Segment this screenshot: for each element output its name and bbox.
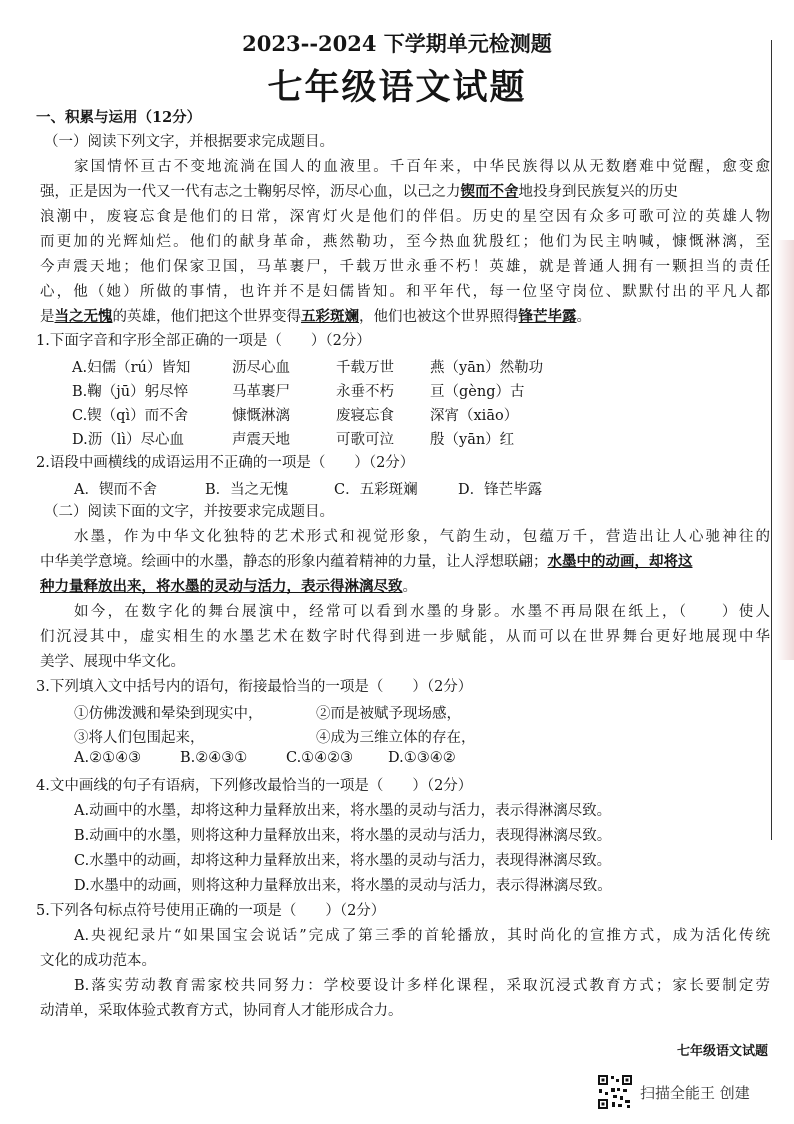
question-5-option-b: B.落实劳动教育需家校共同努力：学校要设计多样化课程，采取沉浸式教育方式；家长要制定劳 bbox=[74, 978, 770, 994]
question-3-option: C.①④②③ bbox=[286, 750, 354, 766]
qr-code-icon bbox=[597, 1074, 633, 1110]
question-4-stem: 4.文中画线的句子有语病，下列修改最恰当的一项是（ ）（2分） bbox=[36, 778, 473, 794]
question-3-option: D.①③④② bbox=[388, 750, 456, 766]
question-5-option-b: 动清单，采取体验式教育方式，协同育人才能形成合力。 bbox=[40, 1003, 403, 1019]
passage1-line: 心，他（她）所做的事情，也许并不是妇儒皆知。和平年代，每一位坚守岗位、默默付出的平凡人都 bbox=[40, 284, 770, 300]
question-3-option: A.②①④③ bbox=[74, 750, 142, 766]
option-cell: A.妇儒（rú）皆知 bbox=[72, 360, 191, 376]
underlined-idiom: 五彩斑斓 bbox=[301, 308, 359, 325]
question-5-option-a: A.央视纪录片“如果国宝会说话”完成了第三季的首轮播放，其时尚化的宣推方式，成为活化传统 bbox=[74, 928, 770, 944]
passage1-line: 而更加的光辉灿烂。他们的献身革命，燕然勒功，至今热血犹殷红；他们为民主呐喊，慷慨淋漓，至 bbox=[40, 234, 770, 250]
part2-instruction: （二）阅读下面的文字，并按要求完成题目。 bbox=[44, 504, 334, 520]
question-3-item: ③将人们包围起来， bbox=[74, 730, 205, 746]
passage2-line bbox=[40, 577, 417, 597]
passage2-line: 水墨，作为中华文化独特的艺术形式和视觉形象，气韵生动，包蕴万千，营造出让人心驰神往的 bbox=[74, 529, 770, 545]
passage1-text: 。 bbox=[576, 309, 591, 325]
page-edge-line bbox=[771, 40, 772, 840]
passage2-text: 。 bbox=[402, 579, 417, 595]
exam-subtitle: 2023--2024 下学期单元检测题 bbox=[242, 31, 552, 56]
underlined-sentence: 种力量释放出来，将水墨的灵动与活力，表示得淋漓尽致 bbox=[40, 578, 403, 595]
question-2-option: C．五彩斑斓 bbox=[334, 482, 418, 498]
option-cell: 可歌可泣 bbox=[336, 432, 394, 448]
option-cell: 废寝忘食 bbox=[336, 408, 394, 424]
option-cell: D.沥（lì）尽心血 bbox=[72, 432, 184, 448]
option-cell: B.鞠（jū）躬尽悴 bbox=[72, 384, 189, 400]
question-1-stem: 1.下面字音和字形全部正确的一项是（ ）（2分） bbox=[36, 333, 371, 349]
passage1-text: ，他们也被这个世界照得 bbox=[359, 309, 519, 325]
section-heading: 一、积累与运用（12分） bbox=[36, 109, 202, 126]
page-footer-label: 七年级语文试题 bbox=[676, 1044, 768, 1059]
passage1-line: 今声震天地；他们保家卫国，马革裹尸，千载万世永垂不朽！英雄，就是普通人拥有一颗担当的责任 bbox=[40, 259, 770, 275]
passage1-text: 地投身到民族复兴的历史 bbox=[518, 184, 678, 200]
question-2-option: D．锋芒毕露 bbox=[458, 482, 543, 498]
passage1-text: 是 bbox=[40, 309, 55, 325]
question-5-option-a: 文化的成功范本。 bbox=[40, 953, 156, 969]
passage1-line: 家国情怀亘古不变地流淌在国人的血液里。千百年来，中华民族得以从无数磨难中觉醒，愈变愈 bbox=[74, 159, 770, 175]
scanner-watermark: 扫描全能王 创建 bbox=[640, 1084, 750, 1102]
passage2-line: 美学、展现中华文化。 bbox=[40, 654, 185, 670]
passage2-line: 们沉浸其中，虚实相生的水墨艺术在数字时代得到进一步赋能，从而可以在世界舞台更好地展现中华 bbox=[40, 629, 770, 645]
underlined-idiom: 当之无愧 bbox=[54, 308, 113, 325]
question-3-stem: 3.下列填入文中括号内的语句，衔接最恰当的一项是（ ）（2分） bbox=[36, 679, 473, 695]
option-cell: 永垂不朽 bbox=[336, 384, 394, 400]
option-cell: 深宵（xiāo） bbox=[430, 408, 519, 424]
question-3-option: B.②④③① bbox=[180, 750, 248, 766]
question-4-option: D.水墨中的动画，则将这种力量释放出来，将水墨的灵动与活力，表示得淋漓尽致。 bbox=[74, 878, 612, 894]
passage2-line: 如今，在数字化的舞台展演中，经常可以看到水墨的身影。水墨不再局限在纸上，（ ）使人 bbox=[74, 604, 770, 620]
passage1-text: 强，正是因为一代又一代有志之士鞠躬尽悴，沥尽心血，以己之力 bbox=[40, 184, 461, 200]
question-2-option: B．当之无愧 bbox=[205, 482, 289, 498]
passage1-line: 浪潮中，废寝忘食是他们的日常，深宵灯火是他们的伴侣。历史的星空因有众多可歌可泣的英雄人物 bbox=[40, 209, 770, 225]
option-cell: 慷慨淋漓 bbox=[232, 408, 290, 424]
exam-title: 七年级语文试题 bbox=[267, 67, 527, 108]
passage1-line bbox=[40, 307, 591, 327]
passage1-line bbox=[40, 182, 770, 202]
question-3-item: ①仿佛泼溅和晕染到现实中， bbox=[74, 706, 263, 722]
option-cell: 声震天地 bbox=[232, 432, 290, 448]
question-3-item: ④成为三维立体的存在， bbox=[316, 730, 476, 746]
part1-instruction: （一）阅读下列文字，并根据要求完成题目。 bbox=[44, 134, 334, 150]
option-cell: C.锲（qì）而不舍 bbox=[72, 408, 189, 424]
option-cell: 沥尽心血 bbox=[232, 360, 290, 376]
passage1-text: 的英雄，他们把这个世界变得 bbox=[112, 309, 301, 325]
passage2-text: 中华美学意境。绘画中的水墨，静态的形象内蕴着精神的力量，让人浮想联翩； bbox=[40, 554, 548, 570]
passage2-line bbox=[40, 552, 770, 572]
underlined-idiom: 锋芒毕露 bbox=[518, 308, 577, 325]
underlined-idiom: 锲而不舍 bbox=[460, 183, 519, 200]
question-2-stem: 2.语段中画横线的成语运用不正确的一项是（ ）（2分） bbox=[36, 455, 415, 471]
question-3-item: ②而是被赋予现场感， bbox=[316, 706, 461, 722]
underlined-sentence: 水墨中的动画，却将这 bbox=[547, 553, 693, 570]
question-4-option: A.动画中的水墨，却将这种力量释放出来，将水墨的灵动与活力，表示得淋漓尽致。 bbox=[74, 803, 612, 819]
option-cell: 燕（yān）然勒功 bbox=[430, 360, 544, 376]
page-edge-shadow bbox=[776, 240, 794, 660]
option-cell: 马革裹尸 bbox=[232, 384, 290, 400]
option-cell: 千载万世 bbox=[336, 360, 394, 376]
option-cell: 亘（gèng）古 bbox=[430, 384, 525, 400]
question-2-option: A．锲而不舍 bbox=[74, 482, 157, 498]
question-5-stem: 5.下列各句标点符号使用正确的一项是（ ）（2分） bbox=[36, 903, 386, 919]
option-cell: 殷（yān）红 bbox=[430, 432, 515, 448]
question-4-option: B.动画中的水墨，则将这种力量释放出来，将水墨的灵动与活力，表现得淋漓尽致。 bbox=[74, 828, 612, 844]
question-4-option: C.水墨中的动画，却将这种力量释放出来，将水墨的灵动与活力，表现得淋漓尽致。 bbox=[74, 853, 612, 869]
